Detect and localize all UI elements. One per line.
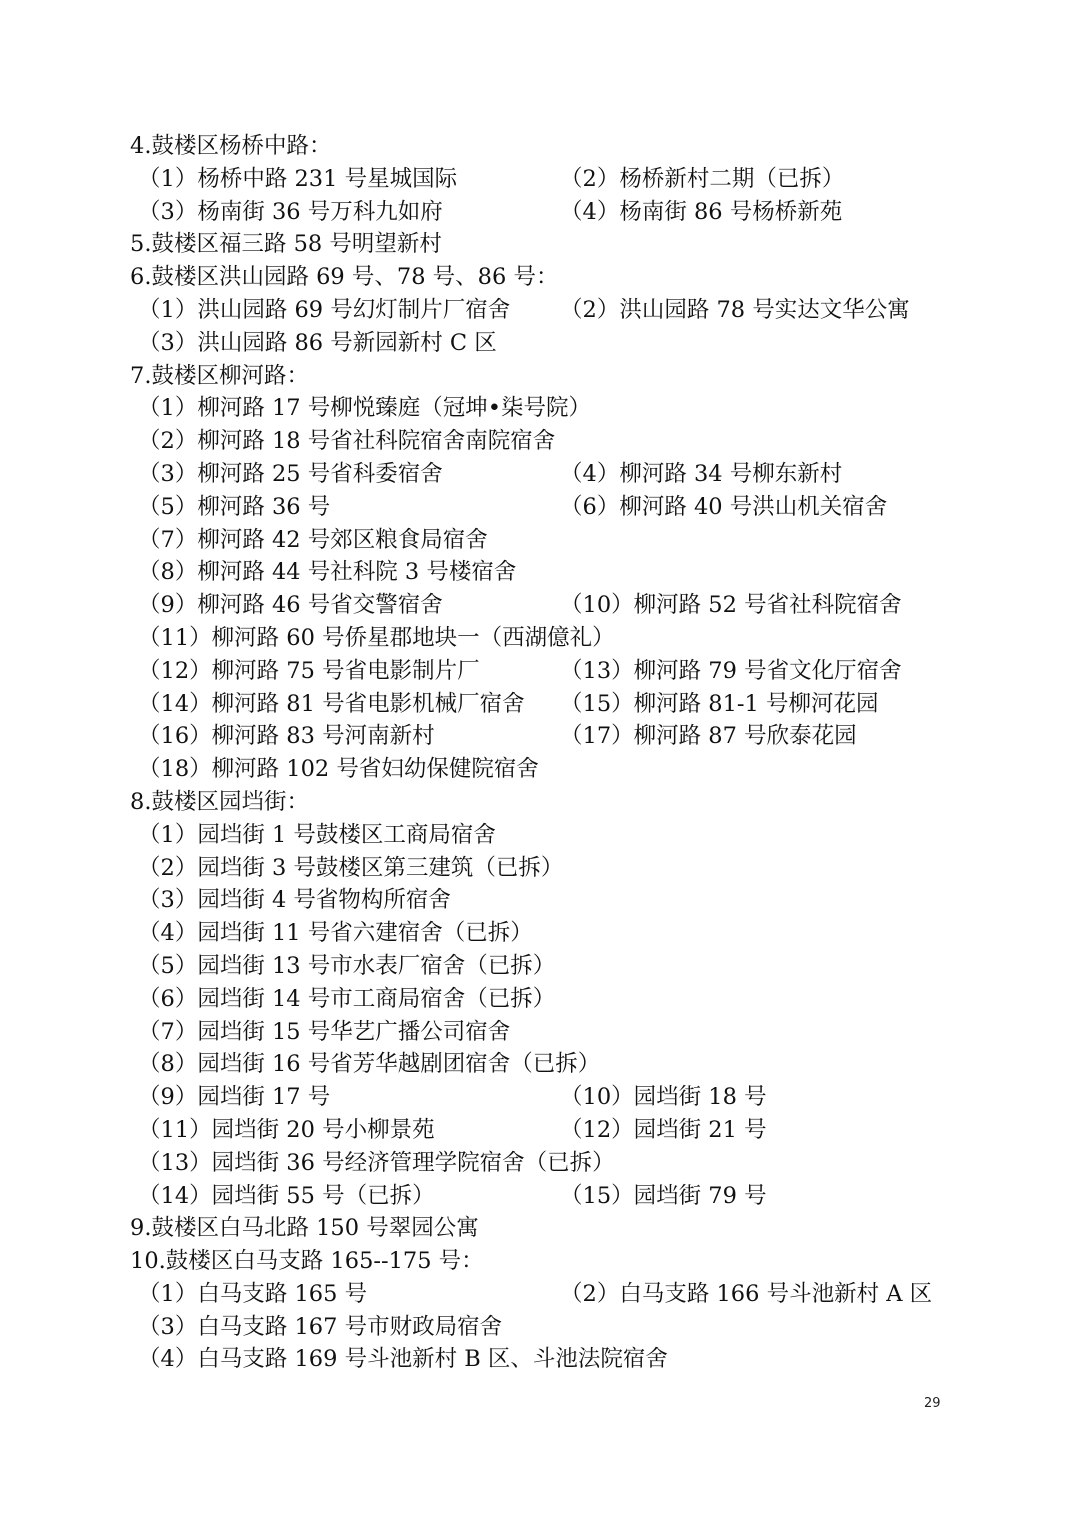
list-item-pair (130, 655, 960, 688)
list-item-pair (130, 294, 960, 327)
list-item: （8）柳河路 44 号社科院 3 号楼宿舍 (138, 559, 517, 586)
list-item: （5）园垱街 13 号市水表厂宿舍（已拆） (138, 952, 556, 979)
list-item: （6）园垱街 14 号市工商局宿舍（已拆） (138, 985, 556, 1012)
page-number: 29 (924, 1396, 941, 1411)
list-item: （2）白马支路 166 号斗池新村 A 区 (560, 1280, 933, 1307)
list-item: （4）杨南街 86 号杨桥新苑 (560, 198, 843, 225)
list-item: （3）洪山园路 86 号新园新村 C 区 (138, 329, 497, 356)
list-item: （8）园垱街 16 号省芳华越剧团宿舍（已拆） (138, 1051, 601, 1078)
list-item: （7）园垱街 15 号华艺广播公司宿舍 (138, 1018, 511, 1045)
list-item: （10）园垱街 18 号 (560, 1084, 767, 1111)
list-item: （1）洪山园路 69 号幻灯制片厂宿舍 (138, 296, 511, 323)
section-heading: 6.鼓楼区洪山园路 69 号、78 号、86 号： (130, 264, 559, 291)
list-item: （3）白马支路 167 号市财政局宿舍 (138, 1313, 503, 1340)
list-item: （1）柳河路 17 号柳悦臻庭（冠坤•柒号院） (138, 395, 592, 422)
list-item-pair (130, 1114, 960, 1147)
list-item: （2）洪山园路 78 号实达文华公寓 (560, 296, 910, 323)
list-item-pair (130, 458, 960, 491)
section-heading: 4.鼓楼区杨桥中路： (130, 133, 332, 159)
list-item: （1）杨桥中路 231 号星城国际 (138, 165, 458, 192)
list-item-pair (130, 1180, 960, 1213)
list-item-pair (130, 1278, 960, 1311)
list-item: （4）园垱街 11 号省六建宿舍（已拆） (138, 920, 533, 947)
section-heading: 9.鼓楼区白马北路 150 号翠园公寓 (130, 1215, 479, 1242)
section-heading: 5.鼓楼区福三路 58 号明望新村 (130, 231, 442, 258)
list-item-pair (130, 491, 960, 524)
list-item: （10）柳河路 52 号省社科院宿舍 (560, 592, 902, 619)
list-item: （3）柳河路 25 号省科委宿舍 (138, 460, 443, 487)
list-item: （13）柳河路 79 号省文化厅宿舍 (560, 657, 902, 684)
list-item: （11）园垱街 20 号小柳景苑 (138, 1116, 435, 1143)
list-item-pair (130, 163, 960, 196)
address-list (130, 130, 960, 1376)
list-item: （6）柳河路 40 号洪山机关宿舍 (560, 493, 888, 520)
list-item: （14）园垱街 55 号（已拆） (138, 1182, 435, 1209)
list-item-pair (130, 196, 960, 229)
list-item: （18）柳河路 102 号省妇幼保健院宿舍 (138, 756, 539, 783)
list-item: （13）园垱街 36 号经济管理学院宿舍（已拆） (138, 1149, 615, 1176)
list-item-pair (130, 1081, 960, 1114)
section-heading: 10.鼓楼区白马支路 165--175 号： (130, 1248, 484, 1275)
list-item: （4）柳河路 34 号柳东新村 (560, 460, 843, 487)
list-item: （9）园垱街 17 号 (138, 1084, 331, 1111)
list-item-pair (130, 720, 960, 753)
list-item: （9）柳河路 46 号省交警宿舍 (138, 592, 443, 619)
list-item: （12）柳河路 75 号省电影制片厂 (138, 657, 480, 684)
list-item-pair (130, 688, 960, 721)
list-item: （1）白马支路 165 号 (138, 1280, 368, 1307)
list-item-pair (130, 589, 960, 622)
list-item: （7）柳河路 42 号郊区粮食局宿舍 (138, 526, 488, 553)
list-item: （2）杨桥新村二期（已拆） (560, 165, 845, 192)
section-heading: 8.鼓楼区园垱街： (130, 788, 309, 815)
list-item: （3）园垱街 4 号省物构所宿舍 (138, 887, 451, 914)
list-item: （17）柳河路 87 号欣泰花园 (560, 723, 857, 750)
list-item: （11）柳河路 60 号侨星郡地块一（西湖億礼） (138, 624, 615, 651)
list-item: （16）柳河路 83 号河南新村 (138, 723, 435, 750)
list-item: （15）园垱街 79 号 (560, 1182, 767, 1209)
list-item: （2）园垱街 3 号鼓楼区第三建筑（已拆） (138, 854, 564, 881)
list-item: （15）柳河路 81-1 号柳河花园 (560, 690, 879, 717)
list-item: （14）柳河路 81 号省电影机械厂宿舍 (138, 690, 525, 717)
section-heading: 7.鼓楼区柳河路： (130, 362, 309, 389)
list-item: （3）杨南街 36 号万科九如府 (138, 198, 443, 225)
list-item: （4）白马支路 169 号斗池新村 B 区、斗池法院宿舍 (138, 1346, 668, 1373)
list-item: （12）园垱街 21 号 (560, 1116, 767, 1143)
list-item: （5）柳河路 36 号 (138, 493, 331, 520)
list-item: （1）园垱街 1 号鼓楼区工商局宿舍 (138, 821, 496, 848)
list-item: （2）柳河路 18 号省社科院宿舍南院宿舍 (138, 428, 556, 455)
